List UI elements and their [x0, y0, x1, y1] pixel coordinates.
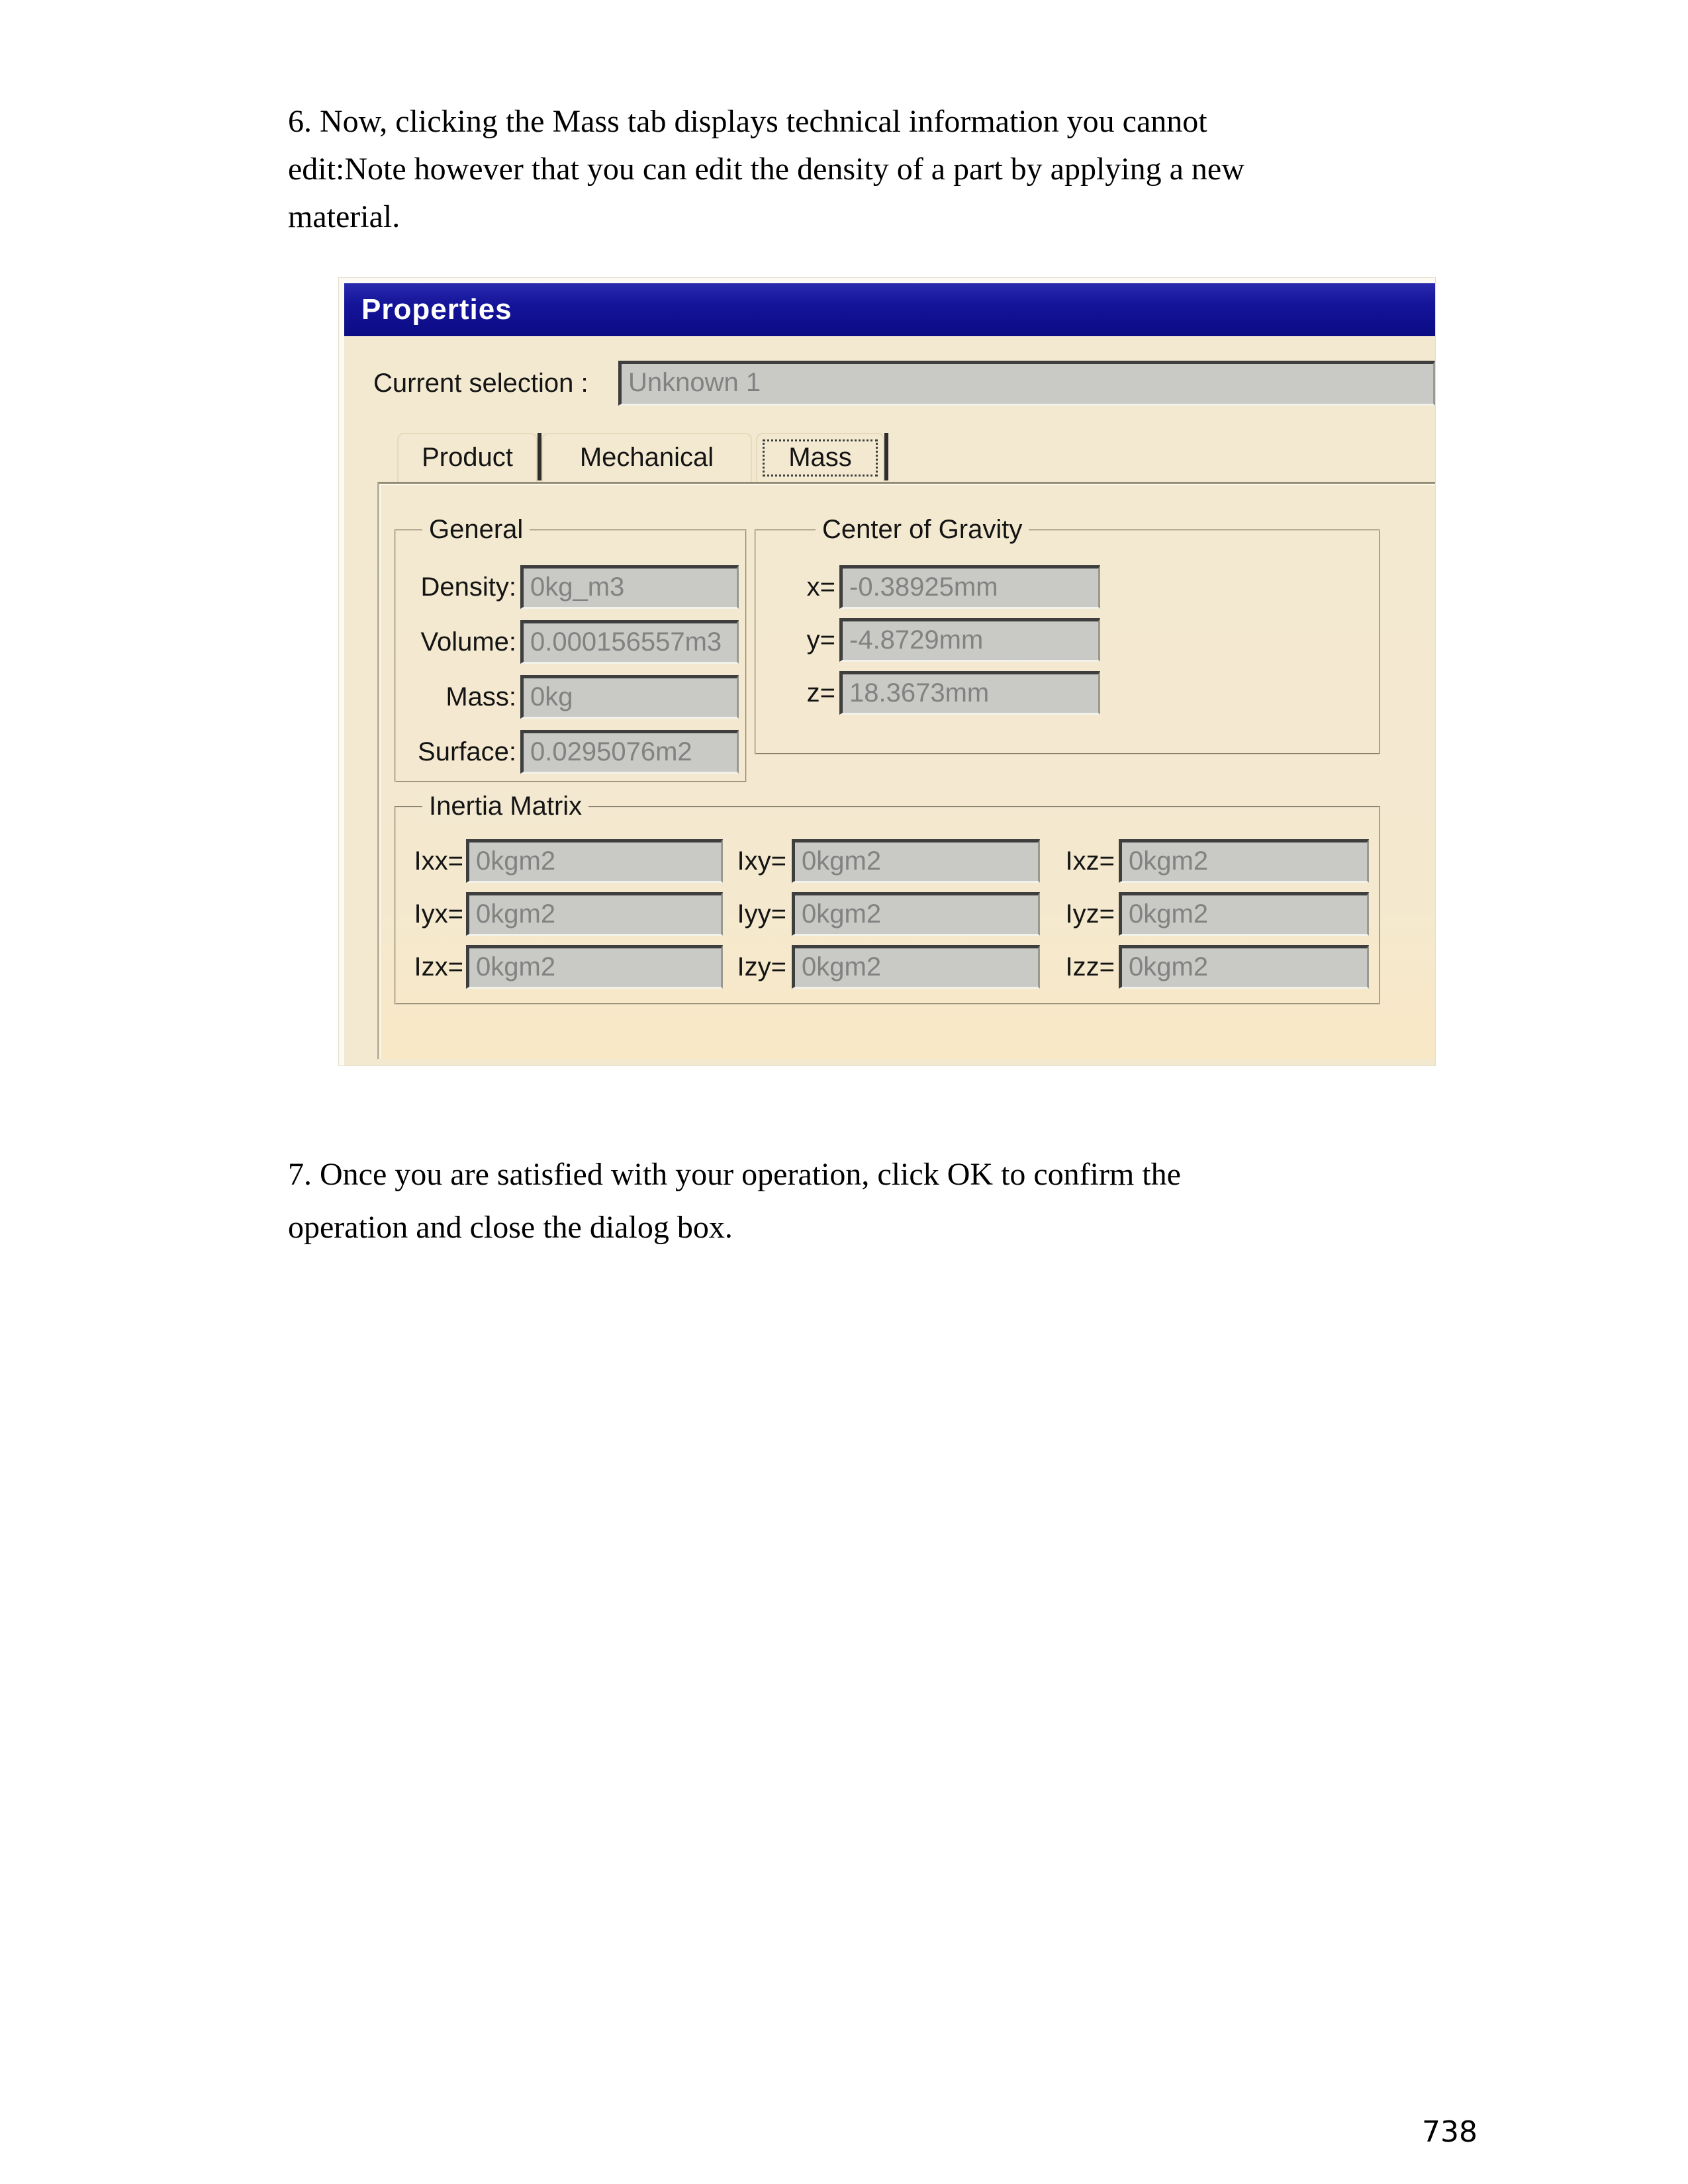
center-of-gravity-groupbox: [755, 515, 1380, 754]
ixx-field: 0kgm2: [466, 839, 723, 883]
cog-y-field: -4.8729mm: [839, 618, 1100, 662]
density-label: Density:: [420, 572, 516, 602]
surface-label: Surface:: [418, 737, 516, 766]
surface-field: 0.0295076m2: [520, 730, 739, 774]
tab-mechanical[interactable]: Mechanical: [541, 433, 752, 482]
step-6-line-1: 6. Now, clicking the Mass tab displays technical information you cannot: [288, 104, 1207, 139]
inertia-matrix-groupbox: [395, 792, 1380, 1005]
tab-separator: [884, 433, 888, 480]
step-7-paragraph: [288, 1148, 1181, 1254]
current-selection-label: Current selection :: [373, 369, 588, 398]
iyy-label: Iyy=: [737, 899, 786, 929]
izy-field: 0kgm2: [792, 945, 1040, 989]
current-selection-field: Unknown 1: [618, 361, 1435, 406]
izx-label: Izx=: [414, 952, 463, 981]
cog-x-field: -0.38925mm: [839, 565, 1100, 609]
cog-x-label: x=: [806, 572, 835, 602]
cog-z-label: z=: [806, 678, 835, 707]
izz-field: 0kgm2: [1119, 945, 1369, 989]
mass-label: Mass:: [445, 682, 516, 711]
volume-label: Volume:: [420, 627, 516, 657]
izx-field: 0kgm2: [466, 945, 723, 989]
dialog-titlebar: [344, 283, 1435, 336]
ixz-label: Ixz=: [1065, 846, 1115, 876]
iyx-field: 0kgm2: [466, 892, 723, 936]
step-7-line-2: operation and close the dialog box.: [288, 1210, 733, 1245]
step-6-line-3: material.: [288, 199, 400, 234]
dialog-title: Properties: [361, 293, 512, 326]
tab-product[interactable]: Product: [397, 433, 538, 482]
page-number: 738: [1422, 2115, 1477, 2149]
center-of-gravity-legend: Center of Gravity: [816, 514, 1029, 545]
properties-dialog: [339, 278, 1435, 1066]
izy-label: Izy=: [737, 952, 786, 981]
iyy-field: 0kgm2: [792, 892, 1040, 936]
iyx-label: Iyx=: [414, 899, 463, 929]
volume-field: 0.000156557m3: [520, 620, 739, 664]
cog-y-label: y=: [806, 625, 835, 655]
ixy-field: 0kgm2: [792, 839, 1040, 883]
tab-mass[interactable]: Mass: [756, 433, 884, 482]
izz-label: Izz=: [1065, 952, 1115, 981]
cog-z-field: 18.3673mm: [839, 671, 1100, 715]
tab-bar: [397, 430, 1435, 482]
ixx-label: Ixx=: [414, 846, 463, 876]
mass-field: 0kg: [520, 675, 739, 719]
ixz-field: 0kgm2: [1119, 839, 1369, 883]
inertia-matrix-legend: Inertia Matrix: [422, 790, 588, 822]
step-7-line-1: 7. Once you are satisfied with your operation, click OK to confirm the: [288, 1157, 1181, 1192]
general-groupbox: [395, 515, 747, 782]
iyz-field: 0kgm2: [1119, 892, 1369, 936]
step-6-line-2: edit:Note however that you can edit the density of a part by applying a new: [288, 152, 1244, 187]
properties-dialog-body: [344, 283, 1435, 1066]
density-field: 0kg_m3: [520, 565, 739, 609]
iyz-label: Iyz=: [1065, 899, 1115, 929]
general-legend: General: [422, 514, 530, 545]
step-6-paragraph: [288, 98, 1244, 241]
ixy-label: Ixy=: [737, 846, 786, 876]
